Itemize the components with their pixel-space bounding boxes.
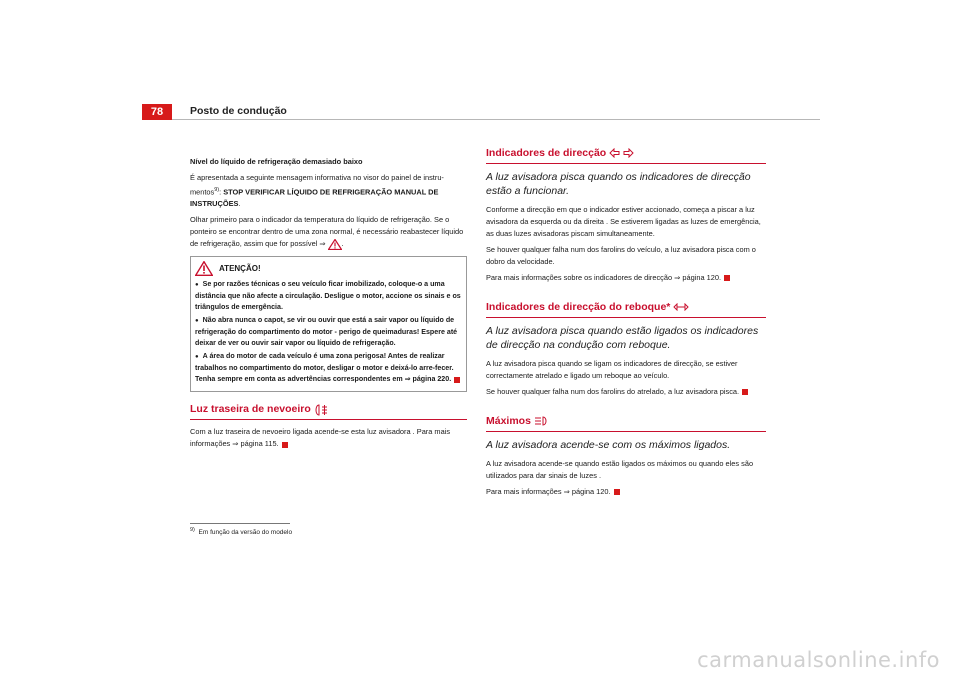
warning-title: ATENÇÃO! <box>219 263 261 273</box>
high-beam-title-text: Máximos <box>486 415 531 427</box>
right-column <box>486 146 766 502</box>
trailer-subtitle: A luz avisadora pisca quando estão ligados os indicadores de direcção na condução com reboque. <box>486 325 759 351</box>
coolant-message: STOP VERIFICAR LÍQUIDO DE REFRIGERAÇÃO MANUAL DE INSTRUÇÕES <box>190 187 439 209</box>
warning-item-text: A área do motor de cada veículo é uma zona perigosa! Antes de realizar trabalhos no compartimento do motor, desligar o motor e deixá-lo arre-fecer. Tenha sempre em conta as advertências correspondentes em ⇒ página 220. <box>195 352 454 384</box>
footnote-text: Em função da versão do modelo <box>198 529 293 537</box>
coolant-paragraph-1 <box>190 172 467 210</box>
indicators-title <box>486 146 766 164</box>
end-mark <box>742 389 748 395</box>
trailer-paragraph-2 <box>486 386 766 398</box>
indicators-title-text: Indicadores de direcção <box>486 147 607 159</box>
high-beam-paragraph-1: A luz avisadora acende-se quando estão ligados os máximos ou quando eles são utilizados para dar sinais de luzes . <box>486 459 754 480</box>
high-beam-paragraph-2 <box>486 486 766 498</box>
warning-list <box>195 279 462 385</box>
fog-light-text <box>190 426 467 450</box>
rear-fog-light-icon <box>314 404 328 416</box>
high-beam-subtitle: A luz avisadora acende-se com os máximos ligados. <box>486 439 731 451</box>
warning-item: ● Não abra nunca o capot, se vir ou ouvir que está a sair vapor ou líquido de refrigeração do compartimento do motor - perigo de queimaduras! Espere até deixar de ver ou ouvir sair vapor ou líquido de refrigeração. <box>195 315 462 349</box>
indicators-subtitle: A luz avisadora pisca quando os indicadores de direcção estão a funcionar. <box>486 171 751 197</box>
fog-light-title <box>190 402 467 420</box>
warning-triangle-icon <box>195 261 213 276</box>
high-beam-icon <box>534 416 548 426</box>
fog-light-title-text: Luz traseira de nevoeiro <box>190 403 311 416</box>
indicators-paragraph-2: Se houver qualquer falha num dos farolins do veículo, a luz avisadora pisca com o dobro da velocidade. <box>486 245 756 266</box>
header-title: Posto de condução <box>190 105 287 117</box>
coolant-p1-end: . <box>238 199 241 209</box>
warning-triangle-icon <box>328 239 342 250</box>
footnote <box>190 527 292 536</box>
indicators-paragraph-3 <box>486 272 766 284</box>
coolant-p1-text: É apresentada a seguinte mensagem informativa no visor do painel de instru-mentos <box>190 173 444 197</box>
warning-header <box>195 261 462 276</box>
footnote-ref: 9) <box>214 187 220 193</box>
turn-right-icon <box>623 148 634 158</box>
trailer-indicator-icon <box>673 303 689 311</box>
coolant-p2-text: Olhar primeiro para o indicador da temperatura do líquido de refrigeração. Se o ponteiro se encontrar dentro de uma zona normal, é necessário reabastecer líquido de refrigeração, assim que for possível ⇒ <box>190 215 464 249</box>
indicators-paragraph-1: Conforme a direcção em que o indicador estiver accionado, começa a piscar a luz avisadora da esquerda ou da direita . Se estiverem ligadas as luzes de emergência, as duas luzes avisadoras piscam simultaneamente. <box>486 205 761 238</box>
header-rule <box>172 119 820 120</box>
high-beam-p2-text: Para mais informações ⇒ página 120. <box>486 487 611 496</box>
warning-box <box>190 256 467 392</box>
high-beam-title <box>486 414 766 432</box>
indicators-p3-text: Para mais informações sobre os indicadores de direcção ⇒ página 120. <box>486 273 722 282</box>
trailer-p2-text: Se houver qualquer falha num dos farolins do atrelado, a luz avisadora pisca. <box>486 387 740 396</box>
coolant-p1-colon: : <box>219 187 224 197</box>
turn-left-icon <box>609 148 620 158</box>
trailer-paragraph-1: A luz avisadora pisca quando se ligam os indicadores de direcção, se estiver correctamente atrelado e ligado um reboque ao veículo. <box>486 359 738 380</box>
trailer-indicators-title <box>486 300 766 318</box>
end-mark <box>724 275 730 281</box>
warning-item <box>195 351 462 385</box>
end-mark <box>282 442 288 448</box>
end-mark <box>454 377 460 383</box>
fog-light-paragraph: Com a luz traseira de nevoeiro ligada acende-se esta luz avisadora . Para mais informações ⇒ página 115. <box>190 427 451 449</box>
end-mark <box>614 489 620 495</box>
footnote-mark: 9) <box>190 527 195 533</box>
left-column <box>190 156 467 454</box>
coolant-paragraph-2: Olhar primeiro para o indicador da temperatura do líquido de refrigeração. Se o ponteiro se encontrar dentro de uma zona normal, é necessário reabastecer líquido de refrigeração, assim que for possível ⇒ . <box>190 215 464 249</box>
footnote-rule <box>190 523 290 524</box>
page-number: 78 <box>142 104 172 120</box>
coolant-heading: Nível do líquido de refrigeração demasiado baixo <box>190 157 363 166</box>
watermark: carmanualsonline.info <box>697 648 940 672</box>
trailer-title-text: Indicadores de direcção do reboque* <box>486 301 671 313</box>
warning-item: ● Se por razões técnicas o seu veículo ficar imobilizado, coloque-o a uma distância que não afecte a circulação. Desligue o motor, accione os sinais e os triângulos de emergência. <box>195 279 462 313</box>
